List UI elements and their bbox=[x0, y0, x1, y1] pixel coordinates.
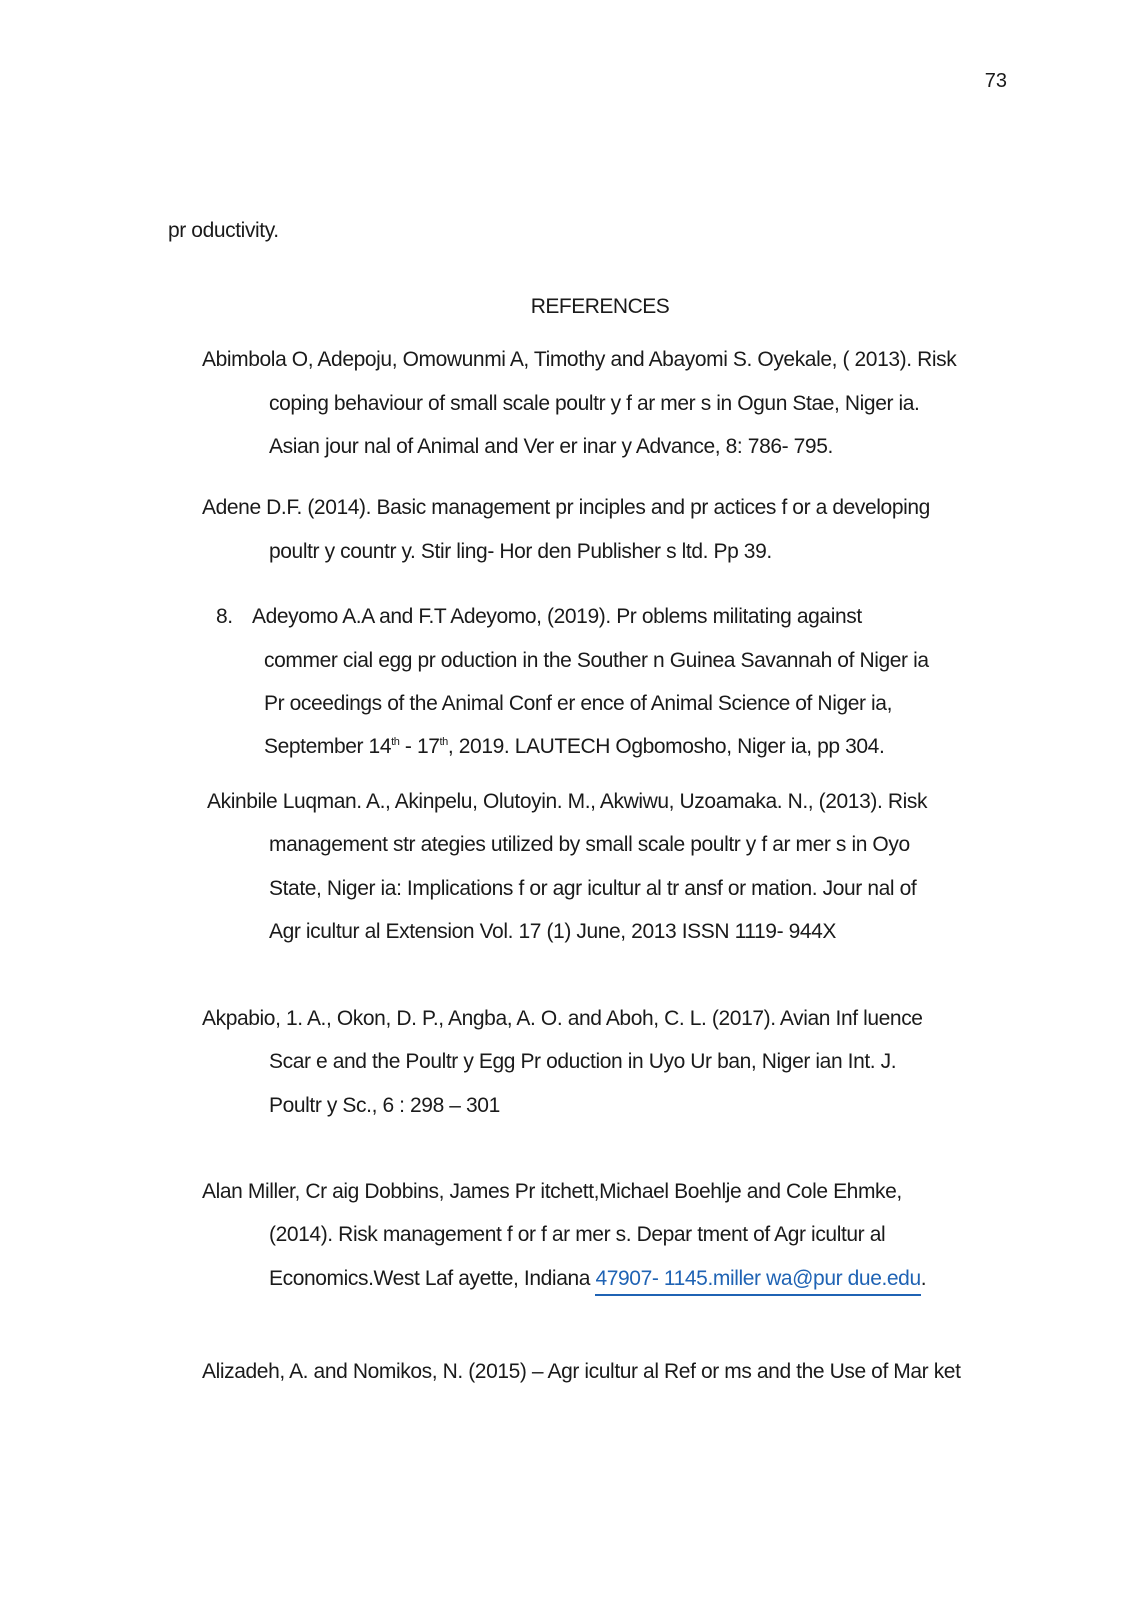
reference-line: (2014). Risk management f or f ar mer s. Depar tment of Agr icultur al bbox=[269, 1223, 886, 1246]
reference-number: 8. bbox=[216, 605, 233, 628]
reference-link-line bbox=[269, 1268, 926, 1289]
reference-line: Alan Miller, Cr aig Dobbins, James Pr itchett,Michael Boehlje and Cole Ehmke, bbox=[202, 1180, 902, 1203]
email-link[interactable]: 47907- 1145.miller wa@pur due.edu bbox=[595, 1267, 920, 1296]
date-text: September 14 bbox=[264, 735, 392, 758]
references-heading: REFERENCES bbox=[530, 295, 670, 318]
reference-first-line bbox=[216, 606, 862, 627]
reference-line: Adene D.F. (2014). Basic management pr inciples and pr actices f or a developing bbox=[202, 496, 930, 519]
reference-line: State, Niger ia: Implications f or agr icultur al tr ansf or mation. Jour nal of bbox=[269, 877, 917, 900]
page-number: 73 bbox=[984, 70, 1007, 92]
reference-line: Abimbola O, Adepoju, Omowunmi A, Timothy and Abayomi S. Oyekale, ( 2013). Risk bbox=[202, 348, 957, 371]
reference-date-line bbox=[264, 736, 884, 757]
reference-text: Economics.West Laf ayette, Indiana bbox=[269, 1267, 596, 1290]
reference-line: poultr y countr y. Stir ling- Hor den Publisher s ltd. Pp 39. bbox=[269, 540, 772, 563]
reference-line: commer cial egg pr oduction in the Souther n Guinea Savannah of Niger ia bbox=[264, 649, 929, 672]
superscript: th bbox=[439, 736, 448, 748]
reference-line: Agr icultur al Extension Vol. 17 (1) June, 2013 ISSN 1119- 944X bbox=[269, 920, 837, 943]
reference-line: Asian jour nal of Animal and Ver er inar y Advance, 8: 786- 795. bbox=[269, 435, 833, 458]
reference-line: management str ategies utilized by small scale poultr y f ar mer s in Oyo bbox=[269, 833, 910, 856]
date-text: , 2019. LAUTECH Ogbomosho, Niger ia, pp 304. bbox=[447, 735, 885, 758]
intro-fragment: pr oductivity. bbox=[168, 219, 279, 242]
reference-line: Pr oceedings of the Animal Conf er ence of Animal Science of Niger ia, bbox=[264, 692, 893, 715]
reference-line: coping behaviour of small scale poultr y f ar mer s in Ogun Stae, Niger ia. bbox=[269, 392, 920, 415]
reference-line: Scar e and the Poultr y Egg Pr oduction in Uyo Ur ban, Niger ian Int. J. bbox=[269, 1050, 897, 1073]
superscript: th bbox=[391, 736, 400, 748]
reference-line: Akinbile Luqman. A., Akinpelu, Olutoyin. M., Akwiwu, Uzoamaka. N., (2013). Risk bbox=[207, 790, 928, 813]
reference-line: Poultr y Sc., 6 : 298 – 301 bbox=[269, 1094, 500, 1117]
reference-line: Akpabio, 1. A., Okon, D. P., Angba, A. O. and Aboh, C. L. (2017). Avian Inf luence bbox=[202, 1007, 923, 1030]
date-text: - 17 bbox=[399, 735, 440, 758]
reference-line: Alizadeh, A. and Nomikos, N. (2015) – Agr icultur al Ref or ms and the Use of Mar ket bbox=[202, 1360, 961, 1383]
reference-text: . bbox=[920, 1267, 927, 1290]
reference-line: Adeyomo A.A and F.T Adeyomo, (2019). Pr oblems militating against bbox=[252, 605, 862, 628]
